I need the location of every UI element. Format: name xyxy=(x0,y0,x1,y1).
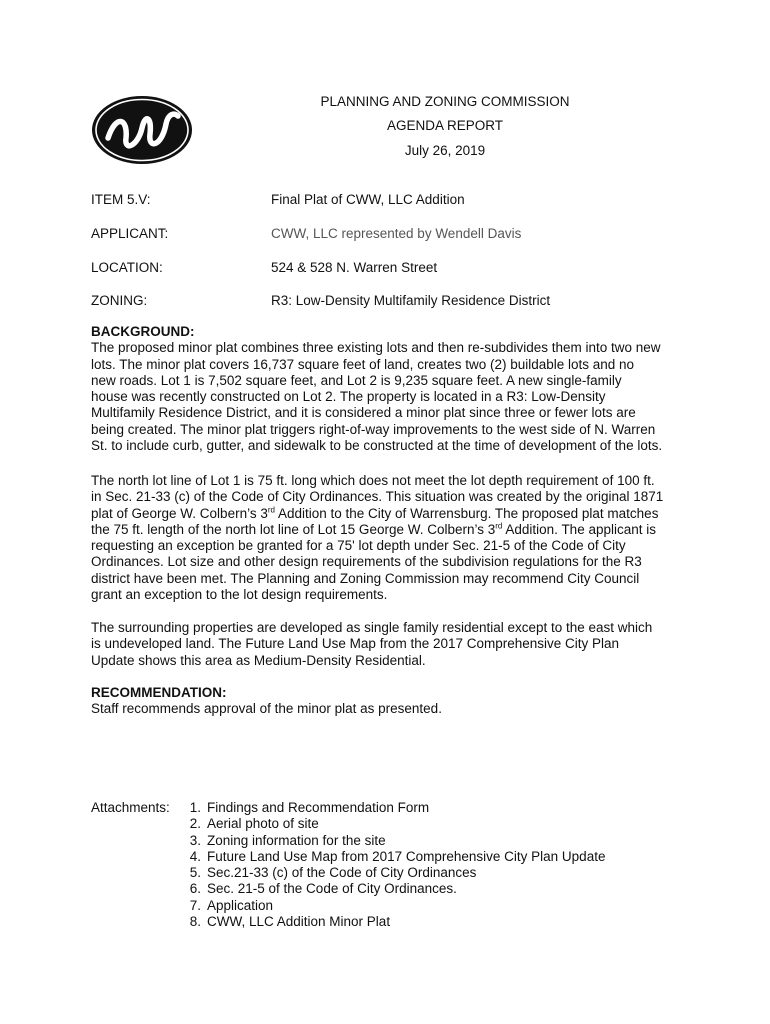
recommendation-text: Staff recommends approval of the minor plat as presented. xyxy=(91,701,442,717)
paragraph-line: The surrounding properties are developed as single family residential except to the east which xyxy=(91,620,653,635)
location-value: 524 & 528 N. Warren Street xyxy=(271,260,438,275)
item-value: Final Plat of CWW, LLC Addition xyxy=(271,192,465,207)
paragraph-line: house was recently constructed on Lot 2. The property is located in a R3: Low-Density xyxy=(91,389,606,405)
item-label: ITEM 5.V: xyxy=(91,192,151,207)
background-section xyxy=(91,324,691,454)
wave-w-logo-icon xyxy=(90,94,194,166)
attachment-text: Sec. 21-5 of the Code of City Ordinances. xyxy=(207,881,457,897)
paragraph-line: requesting an exception be granted for a 75' lot depth under Sec. 21-5 of the Code of City xyxy=(91,538,626,554)
paragraph-line: Multifamily Residence District, and it is considered a minor plat since three or fewer lots are xyxy=(91,405,636,421)
background-paragraph-2 xyxy=(91,473,691,603)
list-item: 2. Aerial photo of site xyxy=(189,816,319,832)
list-item: 8. CWW, LLC Addition Minor Plat xyxy=(189,914,391,930)
attachments-label: Attachments: xyxy=(91,800,170,815)
location-label: LOCATION: xyxy=(91,260,163,275)
paragraph-line: new roads. Lot 1 is 7,502 square feet, and Lot 2 is 9,235 square feet. A new single-family xyxy=(91,372,622,388)
attachment-text: Findings and Recommendation Form xyxy=(207,800,430,815)
attachment-text: Zoning information for the site xyxy=(207,832,386,848)
paragraph-line: Ordinances. Lot size and other design requirements of the subdivision regulations for the R3 xyxy=(91,554,642,570)
attachment-text: Sec.21-33 (c) of the Code of City Ordinances xyxy=(207,865,477,881)
background-heading: BACKGROUND: xyxy=(91,324,195,339)
paragraph-line: The proposed minor plat combines three existing lots and then re-subdivides them into two new xyxy=(91,340,661,356)
paragraph-line: is undeveloped land. The Future Land Use Map from the 2017 Comprehensive City Plan xyxy=(91,636,620,652)
background-paragraph-3 xyxy=(91,620,691,669)
list-item: 6. Sec. 21-5 of the Code of City Ordinances. xyxy=(189,881,457,897)
applicant-label: APPLICANT: xyxy=(91,226,169,241)
paragraph-line: being created. The minor plat triggers right-of-way improvements to the west side of N. Warren xyxy=(91,421,656,437)
list-item: 3. Zoning information for the site xyxy=(189,832,386,848)
recommendation-section xyxy=(91,685,691,718)
list-item: 1. Findings and Recommendation Form xyxy=(189,800,430,815)
recommendation-heading: RECOMMENDATION: xyxy=(91,685,227,700)
paragraph-line sup-line: plat of George W. Colbern’s 3rd Addition to the City of Warrensburg. The proposed plat matches xyxy=(91,505,659,521)
report-title: AGENDA REPORT xyxy=(386,118,504,133)
report-date: July 26, 2019 xyxy=(404,143,486,158)
list-item: 7. Application xyxy=(189,897,274,913)
zoning-label: ZONING: xyxy=(91,293,148,308)
paragraph-line: Update shows this area as Medium-Density Residential. xyxy=(91,652,426,668)
attachment-text: Application xyxy=(207,897,274,913)
list-item: 4. Future Land Use Map from 2017 Comprehensive City Plan Update xyxy=(189,848,606,864)
attachment-text: CWW, LLC Addition Minor Plat xyxy=(207,914,391,930)
paragraph-line: lots. The minor plat covers 16,737 square feet of land, creates two (2) buildable lots and no xyxy=(91,356,635,372)
paragraph-line sup-line: the 75 ft. length of the north lot line of Lot 15 George W. Colbern’s 3rd Addition. The applicant is xyxy=(91,521,656,537)
commission-title: PLANNING AND ZONING COMMISSION xyxy=(320,94,570,109)
list-item: 5. Sec.21-33 (c) of the Code of City Ordinances xyxy=(189,865,477,881)
attachment-text: Aerial photo of site xyxy=(207,816,319,832)
applicant-value: CWW, LLC represented by Wendell Davis xyxy=(271,226,522,241)
paragraph-line: in Sec. 21-33 (c) of the Code of City Ordinances. This situation was created by the original 1871 xyxy=(91,489,664,505)
paragraph-line: The north lot line of Lot 1 is 75 ft. long which does not meet the lot depth requirement of 100 ft. xyxy=(91,473,655,488)
paragraph-line: St. to include curb, gutter, and sidewalk to be constructed at the time of development of the lots. xyxy=(91,438,663,454)
background-paragraph-1 xyxy=(91,340,691,454)
paragraph-line: district have been met. The Planning and Zoning Commission may recommend City Council xyxy=(91,570,640,586)
attachments-list xyxy=(177,800,605,930)
zoning-value: R3: Low-Density Multifamily Residence District xyxy=(271,293,551,308)
attachment-text: Future Land Use Map from 2017 Comprehensive City Plan Update xyxy=(207,848,606,864)
paragraph-line: grant an exception to the lot design requirements. xyxy=(91,587,388,603)
